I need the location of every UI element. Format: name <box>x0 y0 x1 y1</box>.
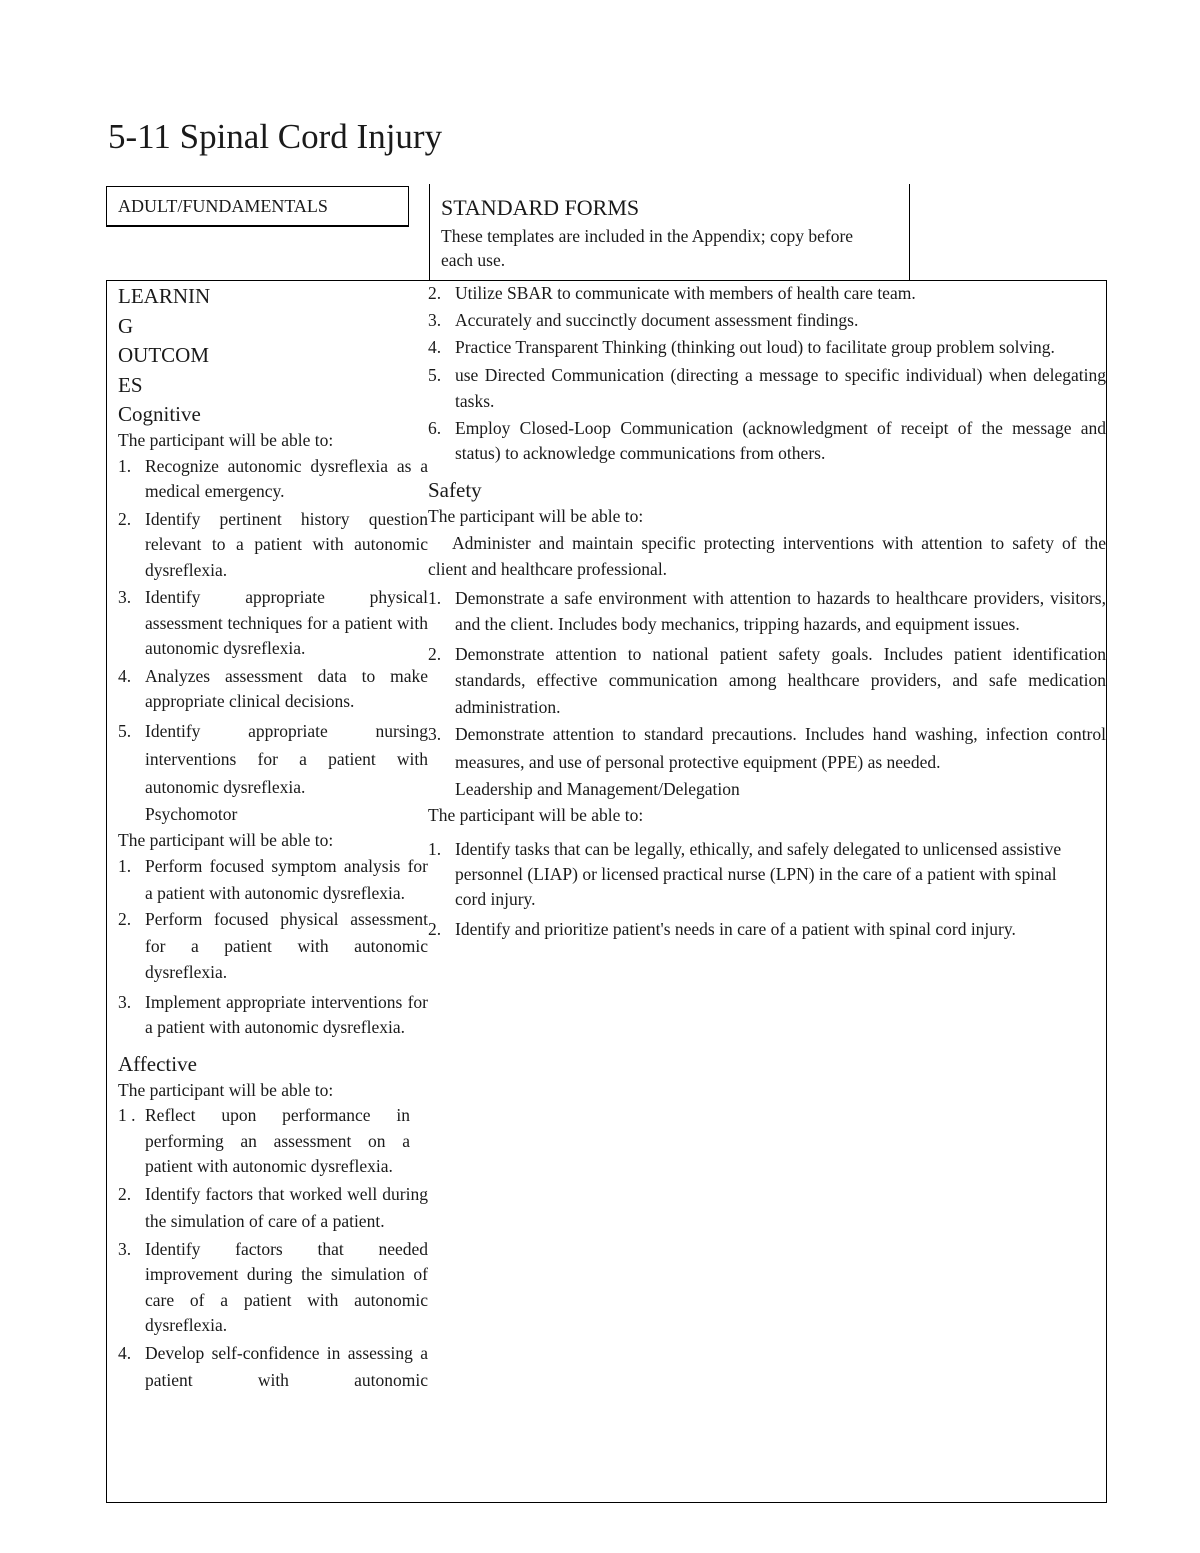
item-number: 2. <box>118 1183 132 1204</box>
item-text: Analyzes assessment data to make appropriate clinical decisions. <box>145 665 428 711</box>
item-number: 1 . <box>118 1105 136 1125</box>
affective-list <box>118 1103 428 1394</box>
item-number: 4. <box>428 337 442 357</box>
item-number: 2. <box>428 918 442 939</box>
list-item <box>118 664 428 715</box>
item-number: 3. <box>428 724 442 744</box>
safety-heading: Safety <box>428 478 482 502</box>
list-item <box>428 281 1106 307</box>
psychomotor-list <box>118 853 428 1041</box>
safety-list <box>428 585 1106 804</box>
communication-list <box>428 281 1106 466</box>
standard-forms-description: These templates are included in the Appendix; copy before each use. <box>441 226 854 270</box>
list-item <box>428 641 1106 721</box>
list-item <box>428 416 1106 466</box>
item-text: Recognize autonomic dysreflexia as a medical emergency. <box>145 455 428 501</box>
item-number: 5. <box>118 720 132 741</box>
item-text: Implement appropriate interventions for a patient with autonomic dysreflexia. <box>145 991 428 1037</box>
item-number: 2. <box>118 909 132 929</box>
item-text: use Directed Communication (directing a message to specific individual) when delegating tasks. <box>455 365 1106 411</box>
heading-line: LEARNIN <box>118 284 211 308</box>
list-item <box>118 853 428 906</box>
item-number: 4. <box>118 1342 132 1363</box>
item-number: 1. <box>118 455 132 476</box>
cognitive-intro: The participant will be able to: <box>118 430 334 450</box>
item-number: 2. <box>428 643 442 664</box>
header-divider-left <box>429 184 430 280</box>
item-number: 6. <box>428 418 442 438</box>
standard-forms-title: STANDARD FORMS <box>441 195 640 220</box>
list-item <box>118 1340 428 1394</box>
list-item <box>118 990 428 1041</box>
list-item <box>428 362 1106 414</box>
item-number: 1. <box>428 587 442 608</box>
category-underline <box>106 226 409 227</box>
list-item <box>118 585 428 662</box>
item-text: Accurately and succinctly document assessment findings. <box>455 309 859 330</box>
cognitive-list <box>118 454 428 828</box>
item-text: Identify factors that worked well during the simulation of care of a patient. <box>145 1183 428 1231</box>
heading-line: ES <box>118 372 143 397</box>
item-number: 3. <box>428 309 442 330</box>
item-text: Demonstrate a safe environment with attention to hazards to healthcare providers, visitors, and the client. Includes body mechanics, tripping hazards, and equipment issues. <box>455 587 1106 634</box>
item-text: Practice Transparent Thinking (thinking out loud) to facilitate group problem solving. <box>455 337 1055 357</box>
header-divider-right <box>909 184 910 280</box>
list-item <box>118 1181 428 1235</box>
list-item <box>428 585 1106 638</box>
affective-heading: Affective <box>118 1051 197 1076</box>
item-number: 5. <box>428 365 442 385</box>
item-number: 3. <box>118 1238 132 1259</box>
page-title: 5-11 Spinal Cord Injury <box>108 117 443 156</box>
heading-line: G <box>118 313 134 338</box>
category-box <box>106 186 409 226</box>
list-item <box>428 721 1106 803</box>
item-text: Identify and prioritize patient's needs in care of a patient with spinal cord injury. <box>455 918 1016 939</box>
item-text: Perform focused physical assessment for a patient with autonomic dysreflexia. <box>145 909 428 982</box>
item-text: Identify appropriate nursing interventions for a patient with autonomic dysreflexia. <box>145 720 428 797</box>
psychomotor-intro: The participant will be able to: <box>118 829 334 850</box>
list-item <box>118 1237 428 1339</box>
list-item <box>118 1103 410 1180</box>
left-column <box>118 282 428 1394</box>
item-text: Identify pertinent history question relevant to a patient with autonomic dysreflexia. <box>145 508 428 580</box>
leadership-list <box>428 837 1106 942</box>
item-text: Utilize SBAR to communicate with members of health care team. <box>455 283 916 303</box>
list-item <box>118 454 428 505</box>
item-number: 2. <box>118 508 132 529</box>
cognitive-heading: Cognitive <box>118 402 201 426</box>
item-number: 1. <box>118 856 132 876</box>
category-label: ADULT/FUNDAMENTALS <box>118 196 328 216</box>
list-item <box>428 837 1106 912</box>
list-item <box>118 507 428 584</box>
item-text: Demonstrate attention to national patient safety goals. Includes patient identification standards, effective communication among healthcare providers, and safe medication administration. <box>455 643 1106 717</box>
list-item <box>118 717 428 828</box>
item-number: 2. <box>428 283 442 303</box>
safety-intro: The participant will be able to: <box>428 506 644 526</box>
item-text: Employ Closed-Loop Communication (acknowledgment of receipt of the message and status) to acknowledge communications from others. <box>455 418 1106 463</box>
item-number: 4. <box>118 665 132 686</box>
psychomotor-heading: Psychomotor <box>145 803 238 824</box>
item-text: Identify factors that needed improvement during the simulation of care of a patient with autonomic dysreflexia. <box>145 1238 428 1335</box>
item-number: 1. <box>428 838 442 859</box>
item-text: Identify tasks that can be legally, ethically, and safely delegated to unlicensed assistive personnel (LIAP) or licensed practical nurse (LPN) in the care of a patient with spinal cord injury. <box>455 838 1062 909</box>
leadership-heading: Leadership and Management/Delegation <box>455 779 740 799</box>
heading-line: OUTCOM <box>118 343 210 367</box>
list-item <box>118 906 428 986</box>
leadership-intro: The participant will be able to: <box>428 805 644 825</box>
item-number: 3. <box>118 991 132 1012</box>
item-text: Demonstrate attention to standard precautions. Includes hand washing, infection control measures, and use of personal protective equipment (PPE) as needed. <box>455 724 1106 772</box>
item-text: Identify appropriate physical assessment techniques for a patient with autonomic dysreflexia. <box>145 587 428 658</box>
item-number: 3. <box>118 587 132 607</box>
list-item <box>428 308 1106 334</box>
safety-paragraph: Administer and maintain specific protecting interventions with attention to safety of the client and healthcare professional. <box>428 532 1106 579</box>
item-text: Reflect upon performance in performing an assessment on a patient with autonomic dysreflexia. <box>145 1105 410 1176</box>
right-column <box>428 281 1106 942</box>
affective-intro: The participant will be able to: <box>118 1079 334 1100</box>
list-item <box>428 917 1106 942</box>
item-text: Develop self-confidence in assessing a patient with autonomic <box>145 1342 428 1390</box>
item-text: Perform focused symptom analysis for a patient with autonomic dysreflexia. <box>145 856 428 903</box>
list-item <box>428 335 1106 359</box>
learning-outcomes-heading <box>118 282 428 400</box>
